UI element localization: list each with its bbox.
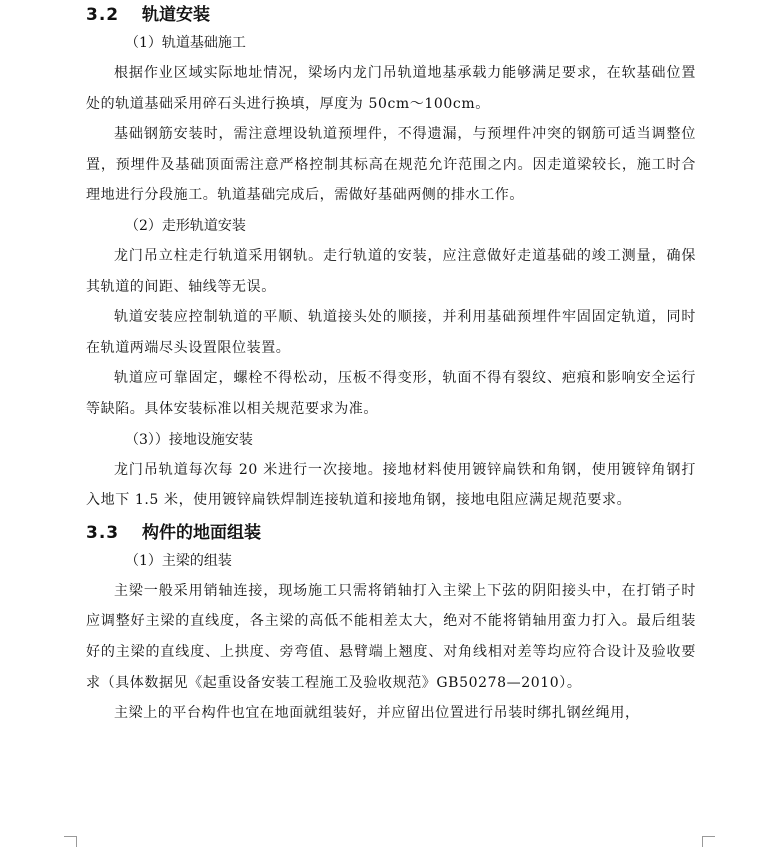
section-title: 轨道安装	[142, 5, 210, 25]
subsection-heading: （1）轨道基础施工	[125, 35, 246, 51]
page-corner-mark-left	[64, 836, 77, 847]
paragraph: 轨道应可靠固定，螺栓不得松动，压板不得变形，轨面不得有裂纹、疤痕和影响安全运行等缺陷。具体安装标准以相关规范要求为准。	[86, 370, 696, 417]
subsection-heading: （1）主梁的组装	[125, 552, 232, 569]
paragraph: 根据作业区域实际地址情况，梁场内龙门吊轨道地基承载力能够满足要求，在软基础位置处的轨道基础采用碎石头进行换填，厚度为 50cm～100cm。	[86, 65, 696, 112]
page-corner-mark-right	[702, 836, 715, 847]
subsection-heading: （2）走形轨道安装	[125, 217, 246, 234]
document-body	[86, 2, 696, 729]
section-number: 3.2	[86, 5, 120, 25]
section-title: 构件的地面组装	[142, 522, 261, 543]
section-heading	[86, 520, 696, 546]
section-heading	[86, 2, 696, 28]
section-number: 3.3	[86, 522, 120, 543]
paragraph: 龙门吊轨道每次每 20 米进行一次接地。接地材料使用镀锌扁铁和角钢，使用镀锌角钢打入地下 1.5 米，使用镀锌扁铁焊制连接轨道和接地角钢，接地电阻应满足规范要求。	[86, 461, 696, 509]
paragraph: 轨道安装应控制轨道的平顺、轨道接头处的顺接，并利用基础预埋件牢固固定轨道，同时在轨道两端尽头设置限位装置。	[86, 309, 696, 356]
paragraph: 主梁上的平台构件也宜在地面就组装好，并应留出位置进行吊装时绑扎钢丝绳用，	[114, 705, 640, 722]
paragraph: 龙门吊立柱走行轨道采用钢轨。走行轨道的安装，应注意做好走道基础的竣工测量，确保其轨道的间距、轴线等无误。	[86, 247, 696, 295]
subsection-heading: （3））接地设施安装	[125, 431, 253, 448]
paragraph: 主梁一般采用销轴连接，现场施工只需将销轴打入主梁上下弦的阴阳接头中，在打销子时应调整好主梁的直线度，各主梁的高低不能相差太大，绝对不能将销轴用蛮力打入。最后组装好的主梁的直线度、上拱度、旁弯值、悬臂端上翘度、对角线相对差等均应符合设计及验收要求（具体数据见《起重设备安装工程施工及验收规范》GB50278—2010）。	[86, 582, 696, 691]
paragraph: 基础钢筋安装时，需注意埋设轨道预埋件，不得遗漏，与预埋件冲突的钢筋可适当调整位置，预埋件及基础顶面需注意严格控制其标高在规范允许范围之内。因走道梁较长，施工时合理地进行分段施工。轨道基础完成后，需做好基础两侧的排水工作。	[86, 126, 696, 204]
